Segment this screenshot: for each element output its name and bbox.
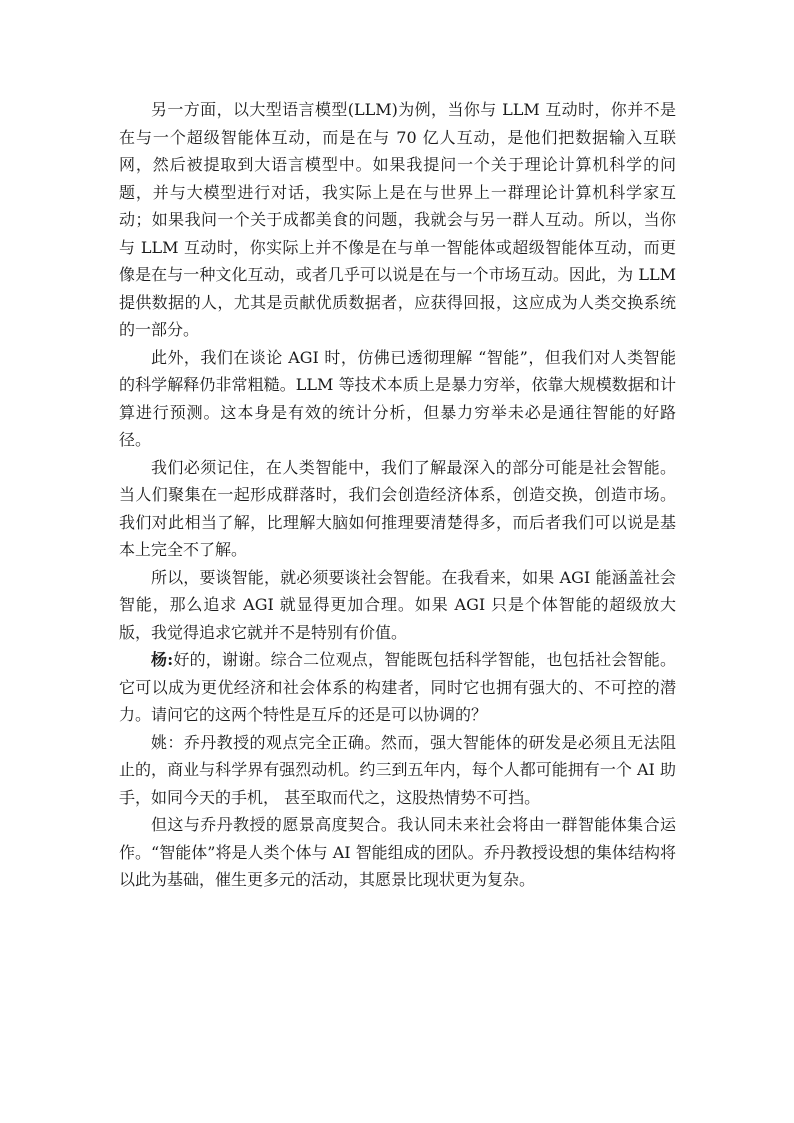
paragraph-6 (119, 729, 676, 812)
paragraph-4 (119, 564, 676, 647)
paragraph-text: 此外，我们在谈论 AGI 时，仿佛已透彻理解 “智能”，但我们对人类智能的科学解释仍非常粗糙。LLM 等技术本质上是暴力穷举，依靠大规模数据和计算进行预测。这本身是有效的统计分析，但暴力穷举未必是通往智能的好路径。 (119, 347, 676, 449)
paragraph-text: 另一方面，以大型语言模型(LLM)为例，当你与 LLM 互动时，你并不是在与一个超级智能体互动，而是在与 70 亿人互动，是他们把数据输入互联网，然后被提取到大语言模型中。如果我提问一个关于理论计算机科学的问题，并与大模型进行对话，我实际上是在与世界上一群理论计算机科学家互动；如果我问一个关于成都美食的问题，我就会与另一群人互动。所以，当你与 LLM 互动时，你实际上并不像是在与单一智能体或超级智能体互动，而更像是在与一种文化互动，或者几乎可以说是在与一个市场互动。因此，为 LLM 提供数据的人，尤其是贡献优质数据者，应获得回报，这应成为人类交换系统的一部分。 (119, 100, 676, 339)
paragraph-3 (119, 454, 676, 564)
paragraph-text: 姚：乔丹教授的观点完全正确。然而，强大智能体的研发是必须且无法阻止的，商业与科学界有强烈动机。约三到五年内，每个人都可能拥有一个 AI 助手，如同今天的手机， 甚至取而代之，这股热情势不可挡。 (119, 732, 676, 807)
paragraph-7 (119, 811, 676, 894)
paragraph-5 (119, 646, 676, 729)
paragraph-text: 我们必须记住，在人类智能中，我们了解最深入的部分可能是社会智能。当人们聚集在一起形成群落时，我们会创造经济体系，创造交换，创造市场。我们对此相当了解，比理解大脑如何推理要清楚得多，而后者我们可以说是基本上完全不了解。 (119, 457, 676, 559)
paragraph-1 (119, 96, 676, 344)
paragraph-text: 但这与乔丹教授的愿景高度契合。我认同未来社会将由一群智能体集合运作。“智能体”将是人类个体与 AI 智能组成的团队。乔丹教授设想的集体结构将以此为基础，催生更多元的活动，其愿景比现状更为复杂。 (119, 815, 676, 889)
speaker-label: 杨: (151, 650, 174, 669)
paragraph-text: 好的，谢谢。综合二位观点，智能既包括科学智能，也包括社会智能。它可以成为更优经济和社会体系的构建者，同时它也拥有强大的、不可控的潜力。请问它的这两个特性是互斥的还是可以协调的？ (119, 650, 676, 724)
paragraph-text: 所以，要谈智能，就必须要谈社会智能。在我看来，如果 AGI 能涵盖社会智能，那么追求 AGI 就显得更加合理。如果 AGI 只是个体智能的超级放大版，我觉得追求它就并不是特别有价值。 (119, 567, 676, 642)
paragraph-2 (119, 344, 676, 454)
document-body (119, 96, 676, 894)
